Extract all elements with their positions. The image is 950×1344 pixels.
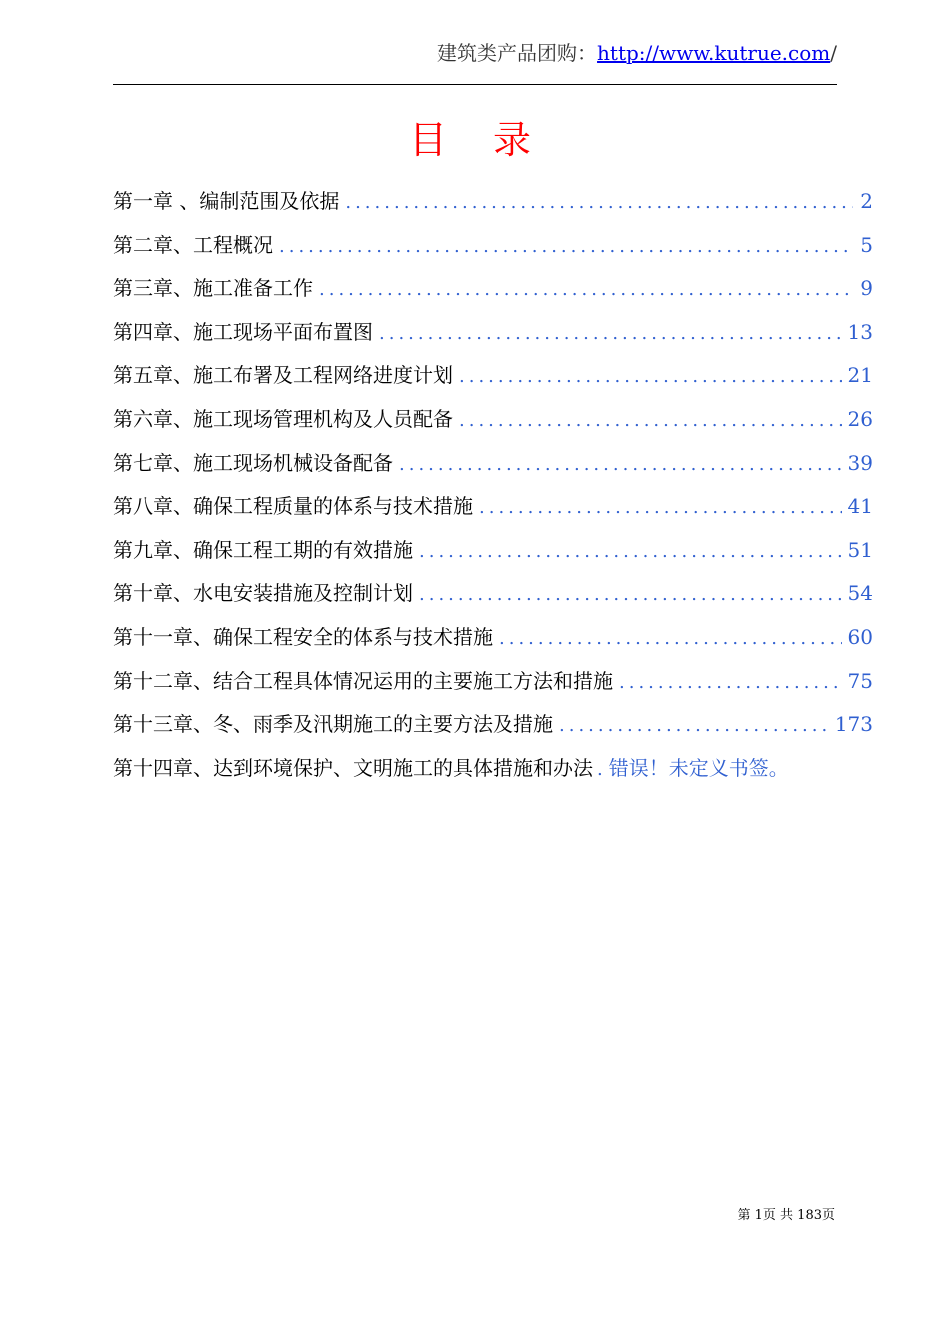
toc-entry[interactable] <box>113 485 873 529</box>
toc-leader <box>319 268 853 312</box>
toc-bookmark-error: 错误！未定义书签。 <box>608 755 789 780</box>
page-title: 目录 <box>408 118 577 162</box>
toc-entry-label: 第七章、施工现场机械设备配备 <box>113 450 393 475</box>
toc-page-number: 75 <box>847 668 873 693</box>
table-of-contents <box>113 180 873 790</box>
toc-entry[interactable] <box>113 224 873 268</box>
page-header <box>113 38 837 68</box>
toc-entry-label: 第四章、施工现场平面布置图 <box>113 319 373 344</box>
toc-leader <box>419 573 842 617</box>
toc-leader <box>345 181 853 225</box>
toc-entry-label: 第十章、水电安装措施及控制计划 <box>113 581 413 606</box>
toc-entry-label: 第十二章、结合工程具体情况运用的主要施工方法和措施 <box>113 668 613 693</box>
toc-leader <box>379 312 842 356</box>
toc-page-number: 39 <box>847 450 873 475</box>
header-suffix: / <box>830 41 837 65</box>
toc-leader <box>597 748 607 792</box>
toc-leader <box>619 661 842 705</box>
toc-leader <box>399 443 842 487</box>
toc-page-number: 13 <box>847 319 873 344</box>
toc-leader <box>279 225 853 269</box>
toc-page-number: 51 <box>847 537 873 562</box>
toc-leader <box>459 399 842 443</box>
toc-page-number: 26 <box>847 406 873 431</box>
site-link[interactable]: http://www.kutrue.com <box>597 41 831 65</box>
toc-entry-label: 第八章、确保工程质量的体系与技术措施 <box>113 494 473 519</box>
toc-entry-label: 第六章、施工现场管理机构及人员配备 <box>113 406 453 431</box>
toc-page-number: 2 <box>860 189 873 213</box>
toc-entry[interactable] <box>113 660 873 704</box>
toc-page-number: 60 <box>847 624 873 649</box>
toc-leader <box>479 486 842 530</box>
toc-entry[interactable] <box>113 311 873 355</box>
header-rule <box>113 84 837 85</box>
toc-page-number: 21 <box>847 363 873 388</box>
toc-entry-label: 第五章、施工布署及工程网络进度计划 <box>113 363 453 388</box>
toc-entry-label: 第十四章、达到环境保护、文明施工的具体措施和办法 <box>113 755 593 780</box>
toc-entry[interactable] <box>113 616 873 660</box>
toc-entry[interactable] <box>113 442 873 486</box>
toc-entry-label: 第九章、确保工程工期的有效措施 <box>113 537 413 562</box>
toc-entry-label: 第一章 、编制范围及依据 <box>113 189 340 213</box>
toc-page-number: 5 <box>860 232 873 257</box>
header-prefix: 建筑类产品团购： <box>437 41 598 65</box>
toc-leader <box>419 530 842 574</box>
toc-entry[interactable] <box>113 354 873 398</box>
toc-entry[interactable] <box>113 180 873 224</box>
toc-page-number: 9 <box>860 276 873 301</box>
toc-entry-label: 第十一章、确保工程安全的体系与技术措施 <box>113 624 493 649</box>
toc-leader <box>459 355 842 399</box>
toc-entry[interactable] <box>113 267 873 311</box>
toc-entry[interactable] <box>113 398 873 442</box>
toc-leader <box>499 617 842 661</box>
toc-entry[interactable] <box>113 703 873 747</box>
toc-entry-label: 第三章、施工准备工作 <box>113 276 313 301</box>
toc-entry[interactable] <box>113 572 873 616</box>
page-footer: 第 1页 共 183页 <box>737 1208 835 1223</box>
toc-entry-label: 第十三章、冬、雨季及汛期施工的主要方法及措施 <box>113 712 553 737</box>
toc-entry-label: 第二章、工程概况 <box>113 232 273 257</box>
toc-page-number: 41 <box>847 494 873 519</box>
toc-page-number: 54 <box>847 581 873 606</box>
toc-page-number: 173 <box>834 712 873 737</box>
toc-entry[interactable] <box>113 529 873 573</box>
toc-entry[interactable] <box>113 747 873 791</box>
toc-leader <box>559 704 829 748</box>
